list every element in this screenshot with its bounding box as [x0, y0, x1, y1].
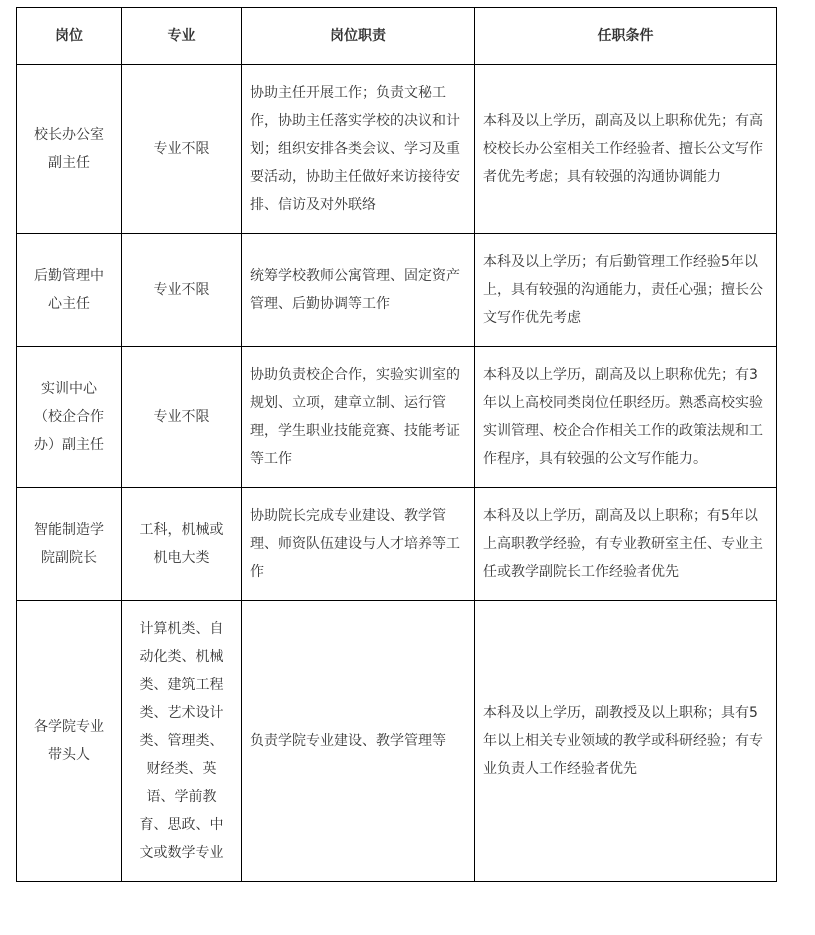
cell-major: 计算机类、自动化类、机械类、建筑工程类、艺术设计类、管理类、财经类、英语、学前教育、思政、中文或数学专业	[122, 601, 242, 882]
cell-position: 后勤管理中心主任	[17, 234, 122, 347]
cell-requirements: 本科及以上学历，副高及以上职称优先；有3年以上高校同类岗位任职经历。熟悉高校实验实训管理、校企合作相关工作的政策法规和工作程序，具有较强的公文写作能力。	[475, 347, 777, 488]
cell-major: 专业不限	[122, 347, 242, 488]
header-duties: 岗位职责	[242, 8, 475, 65]
cell-position: 各学院专业带头人	[17, 601, 122, 882]
cell-position: 校长办公室副主任	[17, 65, 122, 234]
table-row	[17, 65, 777, 234]
cell-requirements: 本科及以上学历，副教授及以上职称；具有5年以上相关专业领域的教学或科研经验；有专业负责人工作经验者优先	[475, 601, 777, 882]
table-row	[17, 601, 777, 882]
cell-position: 实训中心（校企合作办）副主任	[17, 347, 122, 488]
cell-duties: 协助院长完成专业建设、教学管理、师资队伍建设与人才培养等工作	[242, 488, 475, 601]
header-row	[17, 8, 777, 65]
header-major: 专业	[122, 8, 242, 65]
table-row	[17, 488, 777, 601]
cell-duties: 统筹学校教师公寓管理、固定资产管理、后勤协调等工作	[242, 234, 475, 347]
cell-major: 工科，机械或机电大类	[122, 488, 242, 601]
table-row	[17, 347, 777, 488]
header-requirements: 任职条件	[475, 8, 777, 65]
cell-major: 专业不限	[122, 234, 242, 347]
cell-major: 专业不限	[122, 65, 242, 234]
recruitment-table	[16, 7, 777, 882]
cell-requirements: 本科及以上学历，副高及以上职称；有5年以上高职教学经验，有专业教研室主任、专业主任或教学副院长工作经验者优先	[475, 488, 777, 601]
cell-requirements: 本科及以上学历；有后勤管理工作经验5年以上，具有较强的沟通能力，责任心强；擅长公文写作优先考虑	[475, 234, 777, 347]
cell-position: 智能制造学院副院长	[17, 488, 122, 601]
header-position: 岗位	[17, 8, 122, 65]
cell-duties: 协助主任开展工作；负责文秘工作，协助主任落实学校的决议和计划；组织安排各类会议、学习及重要活动，协助主任做好来访接待安排、信访及对外联络	[242, 65, 475, 234]
cell-duties: 负责学院专业建设、教学管理等	[242, 601, 475, 882]
cell-duties: 协助负责校企合作，实验实训室的规划、立项，建章立制、运行管理，学生职业技能竞赛、技能考证等工作	[242, 347, 475, 488]
cell-requirements: 本科及以上学历，副高及以上职称优先；有高校校长办公室相关工作经验者、擅长公文写作者优先考虑；具有较强的沟通协调能力	[475, 65, 777, 234]
table-row	[17, 234, 777, 347]
